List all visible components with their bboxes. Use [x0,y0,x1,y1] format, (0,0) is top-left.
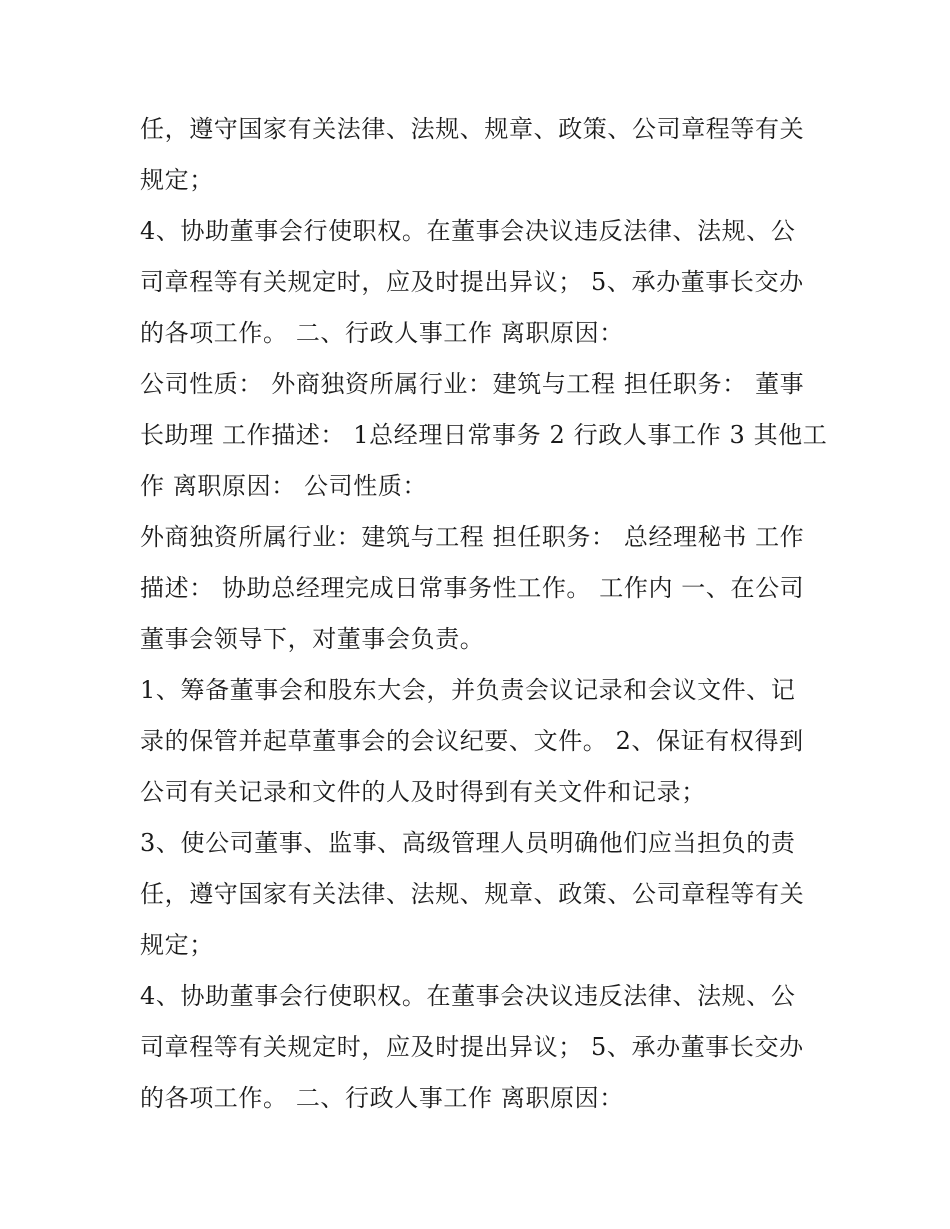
paragraph-4 [140,512,820,665]
text-line: 的各项工作。 二、行政人事工作 离职原因： [140,1084,624,1112]
text-line: 任，遵守国家有关法律、法规、规章、政策、公司章程等有关 [140,115,805,143]
text-line: 4、协助董事会行使职权。在董事会决议违反法律、法规、公 [140,217,796,245]
paragraph-5 [140,665,820,818]
text-line: 3、使公司董事、监事、高级管理人员明确他们应当担负的责 [140,829,796,857]
text-line: 董事会领导下，对董事会负责。 [140,625,485,653]
document-body [140,104,828,1124]
text-line: 公司有关记录和文件的人及时得到有关文件和记录； [140,778,706,806]
text-line: 4、协助董事会行使职权。在董事会决议违反法律、法规、公 [140,982,796,1010]
paragraph-2 [140,206,820,359]
text-line: 描述： 协助总经理完成日常事务性工作。 工作内 一、在公司 [140,574,805,602]
text-line: 长助理 工作描述： 1总经理日常事务 2 行政人事工作 3 其他工 [140,421,828,449]
text-line: 任，遵守国家有关法律、法规、规章、政策、公司章程等有关 [140,880,805,908]
text-line: 作 离职原因： 公司性质： [140,472,428,500]
text-line: 录的保管并起草董事会的会议纪要、文件。 2、保证有权得到 [140,727,804,755]
text-line: 公司性质： 外商独资所属行业：建筑与工程 担任职务： 董事 [140,370,805,398]
paragraph-7 [140,971,820,1124]
text-line: 规定； [140,166,214,194]
text-line: 规定； [140,931,214,959]
text-line: 1、筹备董事会和股东大会，并负责会议记录和会议文件、记 [140,676,796,704]
text-line: 的各项工作。 二、行政人事工作 离职原因： [140,319,624,347]
text-line: 司章程等有关规定时，应及时提出异议； 5、承办董事长交办 [140,268,804,296]
paragraph-1 [140,104,820,206]
paragraph-3 [140,359,828,512]
text-line: 司章程等有关规定时，应及时提出异议； 5、承办董事长交办 [140,1033,804,1061]
paragraph-6 [140,818,820,971]
text-line: 外商独资所属行业：建筑与工程 担任职务： 总经理秘书 工作 [140,523,805,551]
